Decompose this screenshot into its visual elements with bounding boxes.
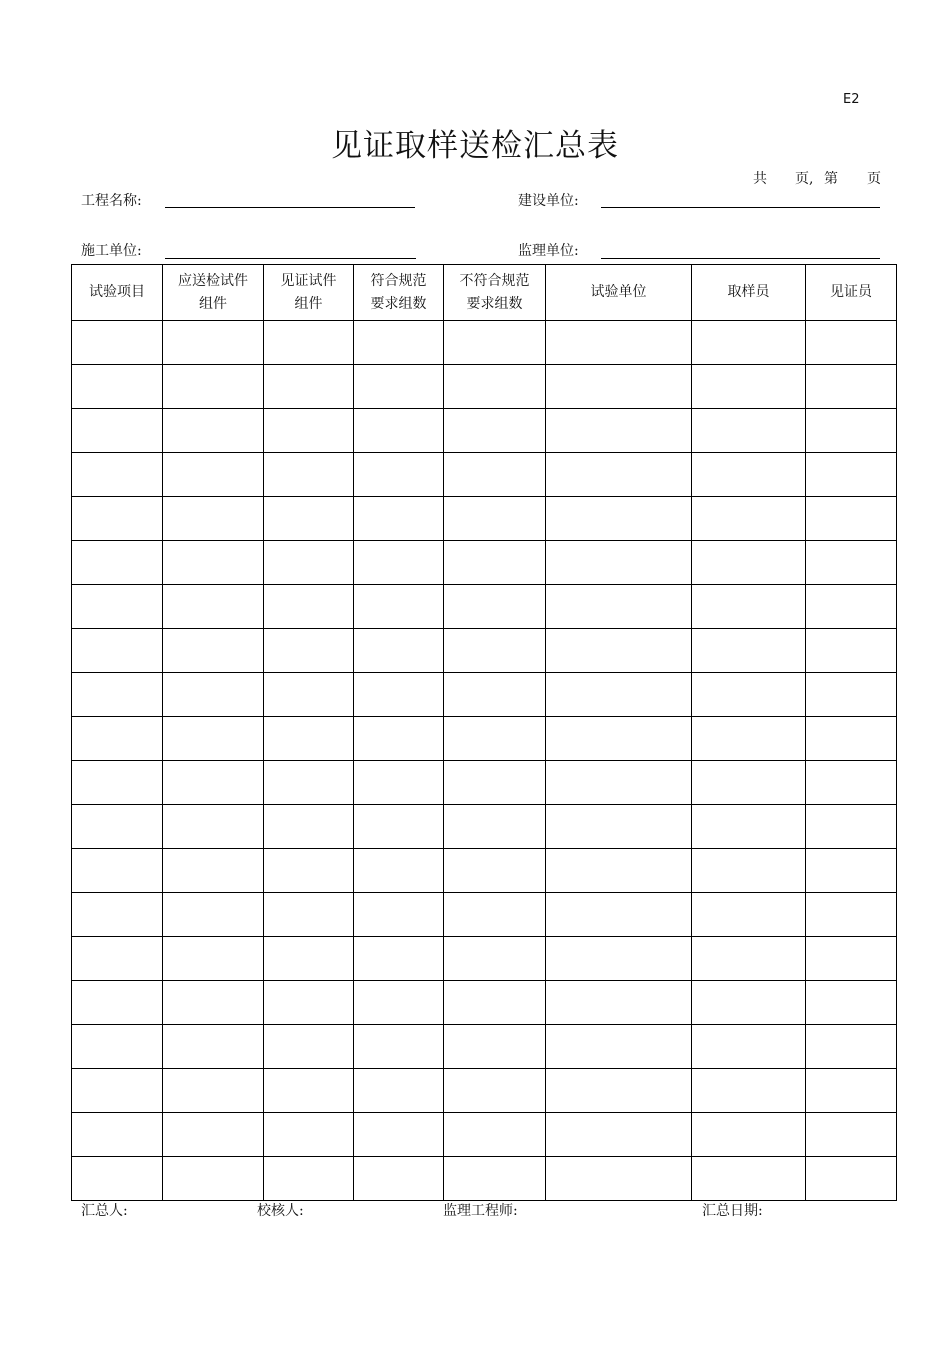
form-code: E2 — [843, 92, 860, 107]
table-cell[interactable] — [163, 629, 264, 673]
table-cell[interactable] — [354, 321, 444, 365]
table-cell[interactable] — [72, 453, 163, 497]
table-cell[interactable] — [264, 717, 354, 761]
table-cell[interactable] — [692, 409, 806, 453]
pager-total-prefix: 共 — [753, 171, 767, 187]
table-cell[interactable] — [264, 1157, 354, 1201]
table-row — [72, 453, 897, 497]
column-header-line: 符合规范 — [370, 272, 427, 289]
table-cell[interactable] — [72, 497, 163, 541]
table-cell[interactable] — [163, 1157, 264, 1201]
table-cell[interactable] — [546, 453, 692, 497]
table-cell[interactable] — [444, 1113, 546, 1157]
table-cell[interactable] — [264, 497, 354, 541]
table-cell[interactable] — [264, 1069, 354, 1113]
table-cell[interactable] — [806, 673, 897, 717]
table-cell[interactable] — [546, 365, 692, 409]
table-cell[interactable] — [444, 321, 546, 365]
table-cell[interactable] — [354, 981, 444, 1025]
builder-unit-field[interactable] — [165, 258, 416, 259]
table-cell[interactable] — [444, 849, 546, 893]
table-row — [72, 849, 897, 893]
table-cell[interactable] — [444, 673, 546, 717]
table-cell[interactable] — [546, 1025, 692, 1069]
table-cell[interactable] — [72, 1069, 163, 1113]
column-header — [806, 265, 897, 321]
table-cell[interactable] — [354, 365, 444, 409]
table-cell[interactable] — [546, 497, 692, 541]
table-cell[interactable] — [444, 409, 546, 453]
supervision-unit-label: 监理单位: — [518, 243, 579, 259]
table-cell[interactable] — [692, 541, 806, 585]
table-cell[interactable] — [264, 629, 354, 673]
table-cell[interactable] — [806, 497, 897, 541]
table-cell[interactable] — [806, 937, 897, 981]
table-cell[interactable] — [806, 717, 897, 761]
table-cell[interactable] — [444, 805, 546, 849]
table-row — [72, 717, 897, 761]
table-row — [72, 1025, 897, 1069]
table-cell[interactable] — [806, 1069, 897, 1113]
column-header-line: 应送检试件 — [178, 272, 248, 289]
table-cell[interactable] — [264, 585, 354, 629]
page-title: 见证取样送检汇总表 — [331, 128, 619, 164]
table-cell[interactable] — [354, 497, 444, 541]
column-header-line: 试验单位 — [590, 284, 647, 300]
table-row — [72, 673, 897, 717]
table-cell[interactable] — [444, 497, 546, 541]
table-row — [72, 409, 897, 453]
table-cell[interactable] — [72, 409, 163, 453]
table-cell[interactable] — [264, 981, 354, 1025]
table-cell[interactable] — [163, 365, 264, 409]
table-cell[interactable] — [806, 893, 897, 937]
column-header-line: 要求组数 — [370, 295, 427, 312]
table-cell[interactable] — [806, 849, 897, 893]
column-header-line: 取样员 — [727, 284, 770, 300]
table-cell[interactable] — [264, 761, 354, 805]
table-cell[interactable] — [546, 1069, 692, 1113]
builder-unit-label: 施工单位: — [81, 243, 142, 259]
table-header-row — [72, 265, 897, 321]
table-cell[interactable] — [264, 1113, 354, 1157]
table-cell[interactable] — [444, 1025, 546, 1069]
table-row — [72, 1113, 897, 1157]
table-cell[interactable] — [546, 937, 692, 981]
table-cell[interactable] — [692, 893, 806, 937]
table-cell[interactable] — [354, 453, 444, 497]
table-row — [72, 981, 897, 1025]
table-cell[interactable] — [806, 585, 897, 629]
table-cell[interactable] — [444, 629, 546, 673]
table-row — [72, 541, 897, 585]
table-cell[interactable] — [806, 629, 897, 673]
table-cell[interactable] — [163, 805, 264, 849]
table-cell[interactable] — [163, 1069, 264, 1113]
date-label: 汇总日期: — [702, 1203, 763, 1219]
table-cell[interactable] — [806, 453, 897, 497]
table-cell[interactable] — [546, 541, 692, 585]
table-cell[interactable] — [72, 805, 163, 849]
summary-table — [71, 264, 897, 1201]
table-cell[interactable] — [354, 673, 444, 717]
table-cell[interactable] — [354, 1113, 444, 1157]
table-cell[interactable] — [163, 1113, 264, 1157]
table-cell[interactable] — [444, 585, 546, 629]
table-cell[interactable] — [354, 1157, 444, 1201]
supervisor-label: 监理工程师: — [443, 1203, 518, 1219]
supervision-unit-field[interactable] — [601, 258, 880, 259]
column-header — [546, 265, 692, 321]
table-cell[interactable] — [692, 365, 806, 409]
table-cell[interactable] — [264, 893, 354, 937]
table-cell[interactable] — [354, 1069, 444, 1113]
table-cell[interactable] — [806, 541, 897, 585]
table-cell[interactable] — [163, 409, 264, 453]
table-cell[interactable] — [806, 1157, 897, 1201]
column-header-line: 不符合规范 — [459, 272, 530, 289]
construction-unit-field[interactable] — [601, 207, 880, 208]
project-name-field[interactable] — [165, 207, 415, 208]
column-header-line: 见证试件 — [280, 272, 337, 289]
table-cell[interactable] — [264, 409, 354, 453]
table-cell[interactable] — [444, 453, 546, 497]
table-cell[interactable] — [264, 937, 354, 981]
table-cell[interactable] — [806, 321, 897, 365]
table-cell[interactable] — [72, 849, 163, 893]
table-cell[interactable] — [354, 805, 444, 849]
table-cell[interactable] — [692, 981, 806, 1025]
table-cell[interactable] — [163, 981, 264, 1025]
column-header — [264, 265, 354, 321]
table-cell[interactable] — [444, 981, 546, 1025]
column-header — [72, 265, 163, 321]
table-cell[interactable] — [264, 673, 354, 717]
table-cell[interactable] — [692, 585, 806, 629]
column-header-line: 要求组数 — [466, 295, 523, 312]
table-cell[interactable] — [444, 1069, 546, 1113]
table-cell[interactable] — [354, 541, 444, 585]
table-cell[interactable] — [546, 321, 692, 365]
table-cell[interactable] — [72, 321, 163, 365]
table-cell[interactable] — [692, 717, 806, 761]
reviewer-label: 校核人: — [257, 1203, 304, 1219]
table-cell[interactable] — [163, 717, 264, 761]
table-row — [72, 1157, 897, 1201]
table-cell[interactable] — [163, 893, 264, 937]
table-cell[interactable] — [72, 365, 163, 409]
table-cell[interactable] — [692, 497, 806, 541]
column-header-line: 见证员 — [830, 284, 872, 300]
table-cell[interactable] — [692, 805, 806, 849]
table-cell[interactable] — [546, 673, 692, 717]
table-cell[interactable] — [354, 893, 444, 937]
table-cell[interactable] — [264, 321, 354, 365]
table-cell[interactable] — [692, 761, 806, 805]
pager-current-prefix: 第 — [824, 171, 838, 187]
table-cell[interactable] — [354, 849, 444, 893]
table-cell[interactable] — [806, 981, 897, 1025]
table-cell[interactable] — [444, 717, 546, 761]
table-row — [72, 805, 897, 849]
table-cell[interactable] — [546, 1157, 692, 1201]
table-cell[interactable] — [72, 981, 163, 1025]
table-cell[interactable] — [692, 1069, 806, 1113]
table-cell[interactable] — [264, 365, 354, 409]
table-cell[interactable] — [444, 365, 546, 409]
table-cell[interactable] — [264, 453, 354, 497]
table-row — [72, 365, 897, 409]
table-cell[interactable] — [546, 409, 692, 453]
table-cell[interactable] — [444, 761, 546, 805]
table-cell[interactable] — [163, 761, 264, 805]
table-cell[interactable] — [692, 629, 806, 673]
table-cell[interactable] — [692, 937, 806, 981]
table-cell[interactable] — [354, 585, 444, 629]
table-cell[interactable] — [546, 761, 692, 805]
table-row — [72, 321, 897, 365]
table-cell[interactable] — [354, 717, 444, 761]
column-header-line: 试验项目 — [89, 284, 145, 300]
table-cell[interactable] — [163, 849, 264, 893]
table-cell[interactable] — [546, 585, 692, 629]
column-header — [444, 265, 546, 321]
table-cell[interactable] — [692, 673, 806, 717]
table-cell[interactable] — [163, 497, 264, 541]
project-name-label: 工程名称: — [81, 193, 142, 209]
table-cell[interactable] — [692, 321, 806, 365]
table-cell[interactable] — [72, 673, 163, 717]
table-cell[interactable] — [546, 981, 692, 1025]
table-cell[interactable] — [163, 937, 264, 981]
table-row — [72, 937, 897, 981]
column-header — [354, 265, 444, 321]
table-cell[interactable] — [163, 1025, 264, 1069]
construction-unit-label: 建设单位: — [518, 193, 579, 209]
column-header — [163, 265, 264, 321]
table-cell[interactable] — [264, 541, 354, 585]
table-cell[interactable] — [444, 937, 546, 981]
table-cell[interactable] — [72, 893, 163, 937]
table-cell[interactable] — [692, 1113, 806, 1157]
table-cell[interactable] — [444, 541, 546, 585]
table-cell[interactable] — [72, 937, 163, 981]
table-cell[interactable] — [354, 761, 444, 805]
table-cell[interactable] — [444, 893, 546, 937]
table-row — [72, 585, 897, 629]
summarizer-label: 汇总人: — [81, 1203, 128, 1219]
table-cell[interactable] — [354, 629, 444, 673]
table-cell[interactable] — [546, 1113, 692, 1157]
table-cell[interactable] — [806, 365, 897, 409]
table-cell[interactable] — [546, 893, 692, 937]
table-row — [72, 761, 897, 805]
table-cell[interactable] — [546, 849, 692, 893]
table-cell[interactable] — [72, 541, 163, 585]
table-cell[interactable] — [72, 629, 163, 673]
table-cell[interactable] — [354, 937, 444, 981]
pager-page-sep: 页, — [795, 171, 814, 187]
table-cell[interactable] — [72, 761, 163, 805]
table-row — [72, 1069, 897, 1113]
table-cell[interactable] — [546, 805, 692, 849]
table-row — [72, 497, 897, 541]
table-cell[interactable] — [72, 1113, 163, 1157]
column-header — [692, 265, 806, 321]
table-cell[interactable] — [163, 541, 264, 585]
table-cell[interactable] — [163, 585, 264, 629]
table-cell[interactable] — [72, 717, 163, 761]
pager-page-suffix: 页 — [867, 171, 881, 187]
table-cell[interactable] — [72, 1157, 163, 1201]
table-cell[interactable] — [264, 1025, 354, 1069]
table-cell[interactable] — [354, 1025, 444, 1069]
table-cell[interactable] — [692, 453, 806, 497]
table-cell[interactable] — [163, 673, 264, 717]
table-cell[interactable] — [806, 805, 897, 849]
table-cell[interactable] — [163, 321, 264, 365]
table-row — [72, 893, 897, 937]
table-cell[interactable] — [444, 1157, 546, 1201]
column-header-line: 组件 — [199, 295, 227, 312]
table-cell[interactable] — [72, 585, 163, 629]
table-cell[interactable] — [546, 717, 692, 761]
table-cell[interactable] — [692, 849, 806, 893]
table-cell[interactable] — [806, 1025, 897, 1069]
table-cell[interactable] — [354, 409, 444, 453]
table-cell[interactable] — [546, 629, 692, 673]
table-row — [72, 629, 897, 673]
table-cell[interactable] — [692, 1025, 806, 1069]
table-cell[interactable] — [264, 849, 354, 893]
table-cell[interactable] — [806, 761, 897, 805]
table-cell[interactable] — [72, 1025, 163, 1069]
table-cell[interactable] — [692, 1157, 806, 1201]
table-cell[interactable] — [264, 805, 354, 849]
table-cell[interactable] — [806, 409, 897, 453]
table-cell[interactable] — [806, 1113, 897, 1157]
column-header-line: 组件 — [294, 295, 323, 312]
table-cell[interactable] — [163, 453, 264, 497]
